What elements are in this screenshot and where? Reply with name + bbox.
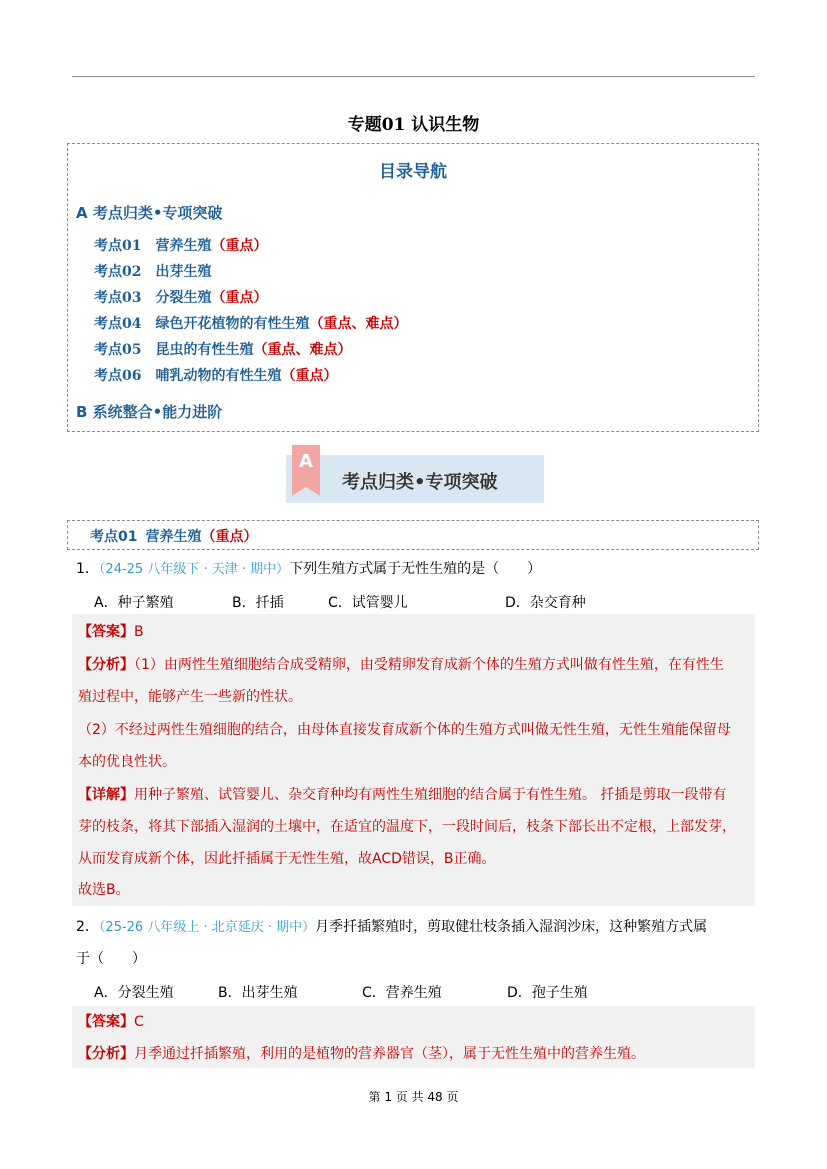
toc-item-tag: （重点） <box>211 238 268 254</box>
toc-item-tag: （重点） <box>281 368 338 384</box>
analysis-line: （2）不经过两性生殖细胞的结合，由母体直接发育成新个体的生殖方式叫做无性生殖，无性生殖能保留母 <box>78 722 731 738</box>
detail-label: 【详解】 <box>78 787 134 803</box>
keypoint-tag: （重点） <box>201 529 258 545</box>
section-banner <box>286 451 544 503</box>
analysis-label: 【分析】 <box>78 1046 134 1062</box>
analysis-text: 月季通过扦插繁殖，利用的是植物的营养器官（茎），属于无性生殖中的营养生殖。 <box>134 1046 645 1062</box>
toc-item[interactable] <box>94 365 337 385</box>
toc-item-tag: （重点、难点） <box>309 316 408 332</box>
analysis-line: 殖过程中，能够产生一些新的性状。 <box>78 689 302 705</box>
toc-section-a[interactable]: A 考点归类•专项突破 <box>76 204 223 222</box>
keypoint-title <box>90 526 257 546</box>
answer-line <box>78 1006 752 1038</box>
option-d: D．杂交育种 <box>505 595 586 611</box>
question-source: （24-25 八年级下 · 天津 · 期中） <box>98 562 290 577</box>
detail-line: 从而发育成新个体，因此扦插属于无性生殖，故ACD错误，B正确。 <box>78 851 496 867</box>
keypoint-label: 考点01 <box>90 529 138 545</box>
answer-label: 【答案】 <box>78 624 134 640</box>
question-source: （25-26 八年级上 · 北京延庆 · 期中） <box>98 920 316 935</box>
toc-item-tag: （重点、难点） <box>253 342 352 358</box>
bookmark-icon <box>292 445 320 487</box>
toc-item-name: 昆虫的有性生殖 <box>155 342 254 358</box>
conclusion-line: 故选B。 <box>78 882 130 898</box>
toc-item-label: 考点03 <box>94 290 142 306</box>
option-c: C．营养生殖 <box>362 985 442 1001</box>
toc-item-name: 分裂生殖 <box>155 290 212 306</box>
toc-heading: 目录导航 <box>379 162 447 182</box>
analysis-text: （1）由两性生殖细胞结合成受精卵，由受精卵发育成新个体的生殖方式叫做有性生殖，在有性生 <box>134 657 724 673</box>
answer-line <box>78 616 752 648</box>
toc-item-label: 考点05 <box>94 342 142 358</box>
banner-letter: A <box>299 451 313 472</box>
analysis-line <box>78 649 752 681</box>
toc-item-label: 考点04 <box>94 316 142 332</box>
toc-item-label: 考点02 <box>94 264 142 280</box>
option-b: B．出芽生殖 <box>218 985 298 1001</box>
document-title: 专题01 认识生物 <box>347 115 480 135</box>
toc-item[interactable] <box>94 261 211 281</box>
toc-section-b[interactable]: B 系统整合•能力进阶 <box>76 403 223 421</box>
toc-item[interactable] <box>94 339 351 359</box>
toc-item-name: 营养生殖 <box>155 238 212 254</box>
toc-item[interactable] <box>94 313 407 333</box>
question-1-stem <box>76 558 541 578</box>
page-footer: 第 1 页 共 48 页 <box>368 1090 459 1104</box>
analysis-line: 本的优良性状。 <box>78 754 176 770</box>
option-b: B．扦插 <box>232 595 284 611</box>
option-d: D．孢子生殖 <box>507 985 588 1001</box>
answer-value: B <box>134 624 144 640</box>
detail-line <box>78 779 752 811</box>
detail-line: 芽的枝条，将其下部插入湿润的土壤中，在适宜的温度下，一段时间后，枝条下部长出不定根，上部发芽， <box>78 819 736 835</box>
toc-item-name: 出芽生殖 <box>155 264 212 280</box>
answer-box <box>72 614 755 906</box>
question-text: 下列生殖方式属于无性生殖的是（ ） <box>289 561 542 577</box>
answer-box <box>72 1006 755 1068</box>
toc-item-label: 考点06 <box>94 368 142 384</box>
question-2-stem-cont: 于（ ） <box>76 951 146 967</box>
toc-item-label: 考点01 <box>94 238 142 254</box>
detail-text: 用种子繁殖、试管婴儿、杂交育种均有两性生殖细胞的结合属于有性生殖。 扦插是剪取一段带有 <box>134 787 727 803</box>
question-number: 2． <box>76 919 99 935</box>
toc-item-name: 绿色开花植物的有性生殖 <box>155 316 310 332</box>
option-a: A．种子繁殖 <box>94 595 174 611</box>
answer-label: 【答案】 <box>78 1014 134 1030</box>
header-rule <box>72 76 755 77</box>
toc-item-name: 哺乳动物的有性生殖 <box>155 368 282 384</box>
banner-title: 考点归类•专项突破 <box>342 472 498 493</box>
option-c: C．试管婴儿 <box>328 595 408 611</box>
analysis-label: 【分析】 <box>78 657 134 673</box>
keypoint-bar <box>67 520 759 550</box>
option-a: A．分裂生殖 <box>94 985 174 1001</box>
keypoint-name: 营养生殖 <box>145 529 202 545</box>
toc-box <box>67 143 759 432</box>
question-text: 月季扦插繁殖时，剪取健壮枝条插入湿润沙床，这种繁殖方式属 <box>315 919 708 935</box>
answer-value: C <box>134 1014 144 1030</box>
toc-item[interactable] <box>94 235 267 255</box>
analysis-line <box>78 1038 752 1070</box>
question-number: 1． <box>76 561 99 577</box>
toc-item-tag: （重点） <box>211 290 268 306</box>
question-2-stem <box>76 916 707 936</box>
toc-item[interactable] <box>94 287 267 307</box>
